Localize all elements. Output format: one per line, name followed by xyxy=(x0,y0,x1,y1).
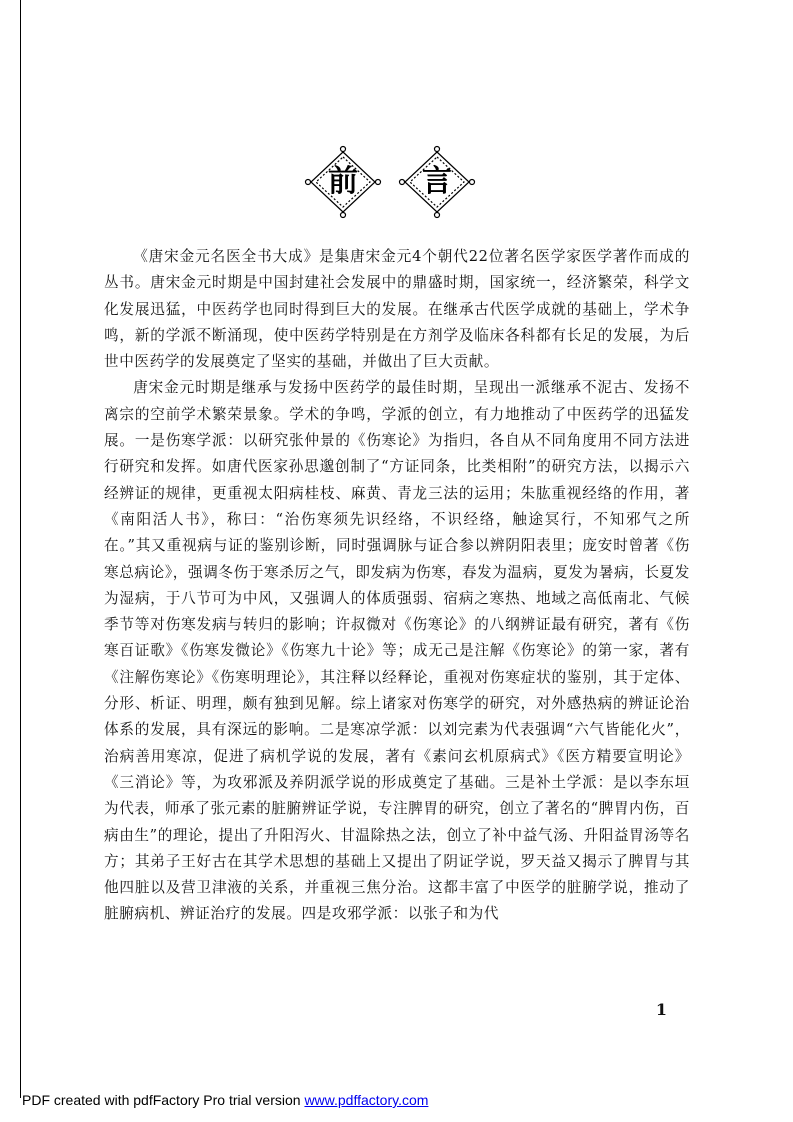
body-text xyxy=(104,244,690,928)
heading-char-1: 前 xyxy=(328,164,358,199)
pdf-footer xyxy=(22,1092,428,1108)
paragraph-1: 《唐宋金元名医全书大成》是集唐宋金元4个朝代22位著名医学家医学著作而成的丛书。唐宋金元时期是中国封建社会发展中的鼎盛时期，国家统一，经济繁荣，科学文化发展迅猛，中医药学也同时得到巨大的发展。在继承古代医学成就的基础上，学术争鸣，新的学派不断涌现，使中医药学特别是在方剂学及临床各科都有长足的发展，为后世中医药学的发展奠定了坚实的基础，并做出了巨大贡献。 xyxy=(104,248,690,371)
page-heading xyxy=(300,140,480,220)
pdf-footer-link[interactable]: www.pdffactory.com xyxy=(304,1092,429,1108)
left-margin-rule xyxy=(20,0,21,1098)
paragraph-2: 唐宋金元时期是继承与发扬中医药学的最佳时期，呈现出一派继承不泥古、发扬不离宗的空前学术繁荣景象。学术的争鸣，学派的创立，有力地推动了中医药学的迅猛发展。一是伤寒学派：以研究张仲景的《伤寒论》为指归，各自从不同角度用不同方法进行研究和发挥。如唐代医家孙思邈创制了“方证同条，比类相附”的研究方法，以揭示六经辨证的规律，更重视太阳病桂枝、麻黄、青龙三法的运用；朱肱重视经络的作用，著《南阳活人书》，称曰：“治伤寒须先识经络，不识经络，触途冥行，不知邪气之所在。”其又重视病与证的鉴别诊断，同时强调脉与证合参以辨阴阳表里；庞安时曾著《伤寒总病论》，强调冬伤于寒杀厉之气，即发病为伤寒，春发为温病，夏发为暑病，长夏发为湿病，于八节可为中风，又强调人的体质强弱、宿病之寒热、地域之高低南北、气候季节等对伤寒发病与转归的影响；许叔微对《伤寒论》的八纲辨证最有研究，著有《伤寒百证歌》《伤寒发微论》《伤寒九十论》等；成无己是注解《伤寒论》的第一家，著有《注解伤寒论》《伤寒明理论》，其注释以经释论，重视对伤寒症状的鉴别，其于定体、分形、析证、明理，颇有独到见解。综上诸家对伤寒学的研究，对外感热病的辨证论治体系的发展，具有深远的影响。二是寒凉学派：以刘完素为代表强调“六气皆能化火”，治病善用寒凉，促进了病机学说的发展，著有《素问玄机原病式》《医方精要宣明论》《三消论》等，为攻邪派及养阴派学说的形成奠定了基础。三是补土学派：是以李东垣为代表，师承了张元素的脏腑辨证学说，专注脾胃的研究，创立了著名的“脾胃内伤，百病由生”的理论，提出了升阳泻火、甘温除热之法，创立了补中益气汤、升阳益胃汤等名方；其弟子王好古在其学术思想的基础上又提出了阴证学说，罗天益又揭示了脾胃与其他四脏以及营卫津液的关系，并重视三焦分治。这都丰富了中医学的脏腑学说，推动了脏腑病机、辨证治疗的发展。四是攻邪学派：以张子和为代 xyxy=(104,379,690,923)
page-number: 1 xyxy=(655,1000,667,1019)
heading-char-2: 言 xyxy=(422,164,452,199)
pdf-footer-text: PDF created with pdfFactory Pro trial version xyxy=(22,1092,305,1108)
